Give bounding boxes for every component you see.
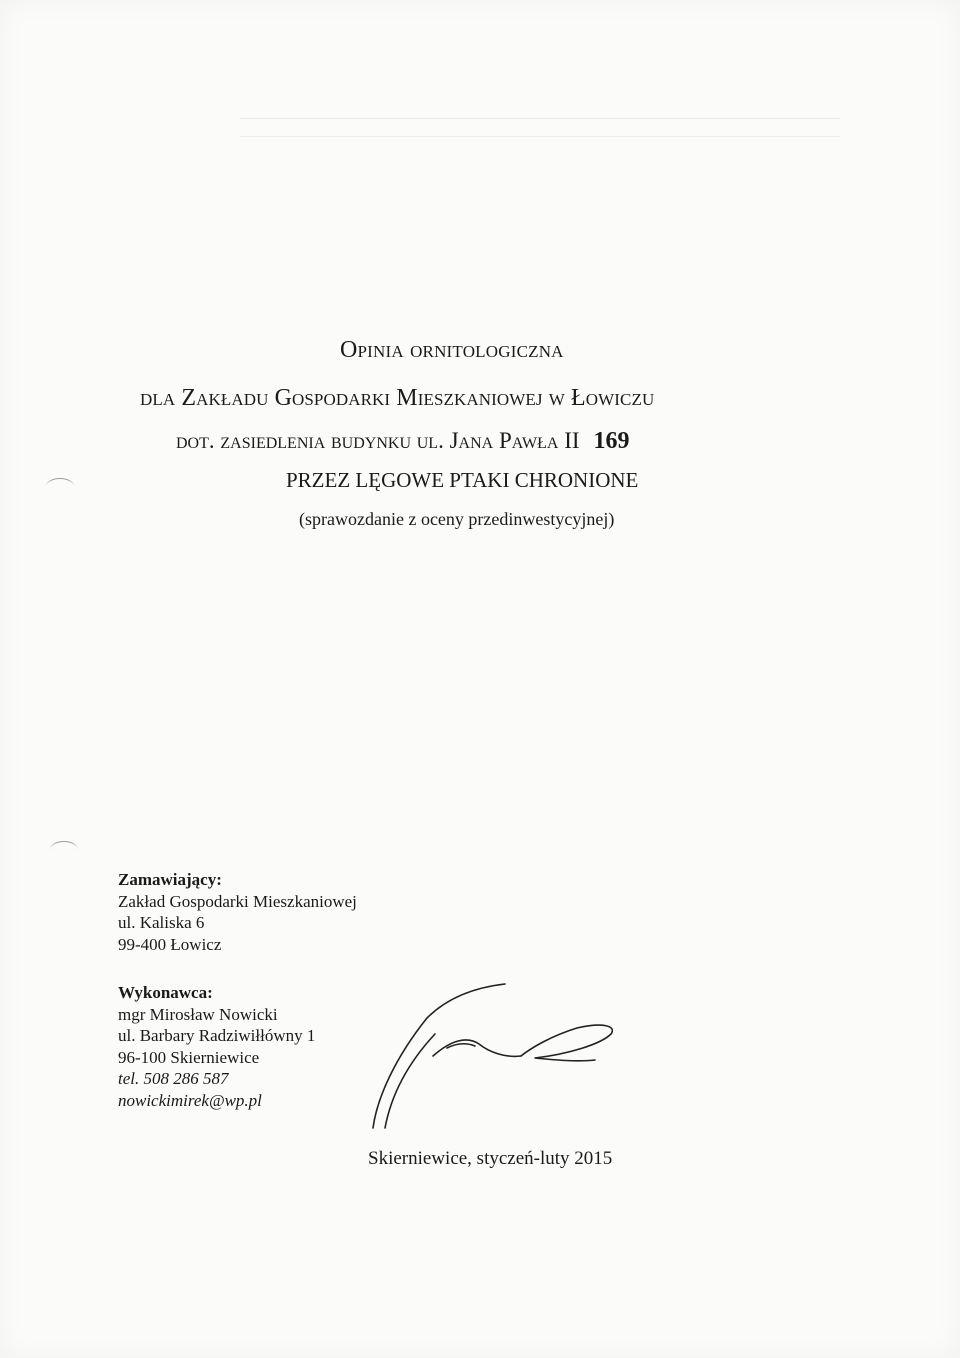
contractor-street: ul. Barbary Radziwiłłówny 1 bbox=[118, 1026, 316, 1045]
place-and-date: Skierniewice, styczeń-luty 2015 bbox=[368, 1148, 613, 1169]
contractor-email[interactable]: nowickimirek@wp.pl bbox=[118, 1090, 262, 1110]
title-line-3 bbox=[176, 428, 630, 455]
signature-stroke bbox=[521, 1025, 612, 1061]
title-building-number: 169 bbox=[593, 428, 630, 454]
report-subtitle: (sprawozdanie z oceny przedinwestycyjnej) bbox=[299, 509, 615, 529]
title-line-1: Opinia ornitologiczna bbox=[340, 337, 564, 363]
ordering-party-name: Zakład Gospodarki Mieszkaniowej bbox=[118, 891, 357, 911]
signature-stroke bbox=[447, 1044, 475, 1048]
title-line-2: dla Zakładu Gospodarki Mieszkaniowej w Łowiczu bbox=[140, 385, 655, 411]
signature-stroke bbox=[385, 1034, 435, 1128]
contractor-city: 96-100 Skierniewice bbox=[118, 1047, 260, 1067]
ordering-party-label: Zamawiający: bbox=[118, 870, 222, 889]
faint-bleed-line bbox=[240, 118, 840, 119]
handwritten-signature bbox=[355, 978, 635, 1138]
faint-bleed-line bbox=[240, 136, 840, 137]
contractor-name: mgr Mirosław Nowicki bbox=[118, 1004, 278, 1024]
signature-stroke bbox=[433, 1040, 521, 1056]
ordering-party-block bbox=[118, 869, 357, 955]
ordering-party-city: 99-400 Łowicz bbox=[118, 934, 222, 954]
punch-hole-mark bbox=[50, 841, 78, 858]
contractor-phone: tel. 508 286 587 bbox=[118, 1069, 229, 1088]
contractor-label: Wykonawca: bbox=[118, 983, 213, 1002]
punch-hole-mark bbox=[46, 478, 74, 495]
contractor-block bbox=[118, 982, 315, 1111]
title-line-3-text: dot. zasiedlenia budynku ul. Jana Pawła II bbox=[176, 428, 580, 453]
title-line-4: PRZEZ LĘGOWE PTAKI CHRONIONE bbox=[286, 468, 639, 492]
signature-stroke bbox=[373, 984, 505, 1128]
ordering-party-street: ul. Kaliska 6 bbox=[118, 913, 205, 932]
